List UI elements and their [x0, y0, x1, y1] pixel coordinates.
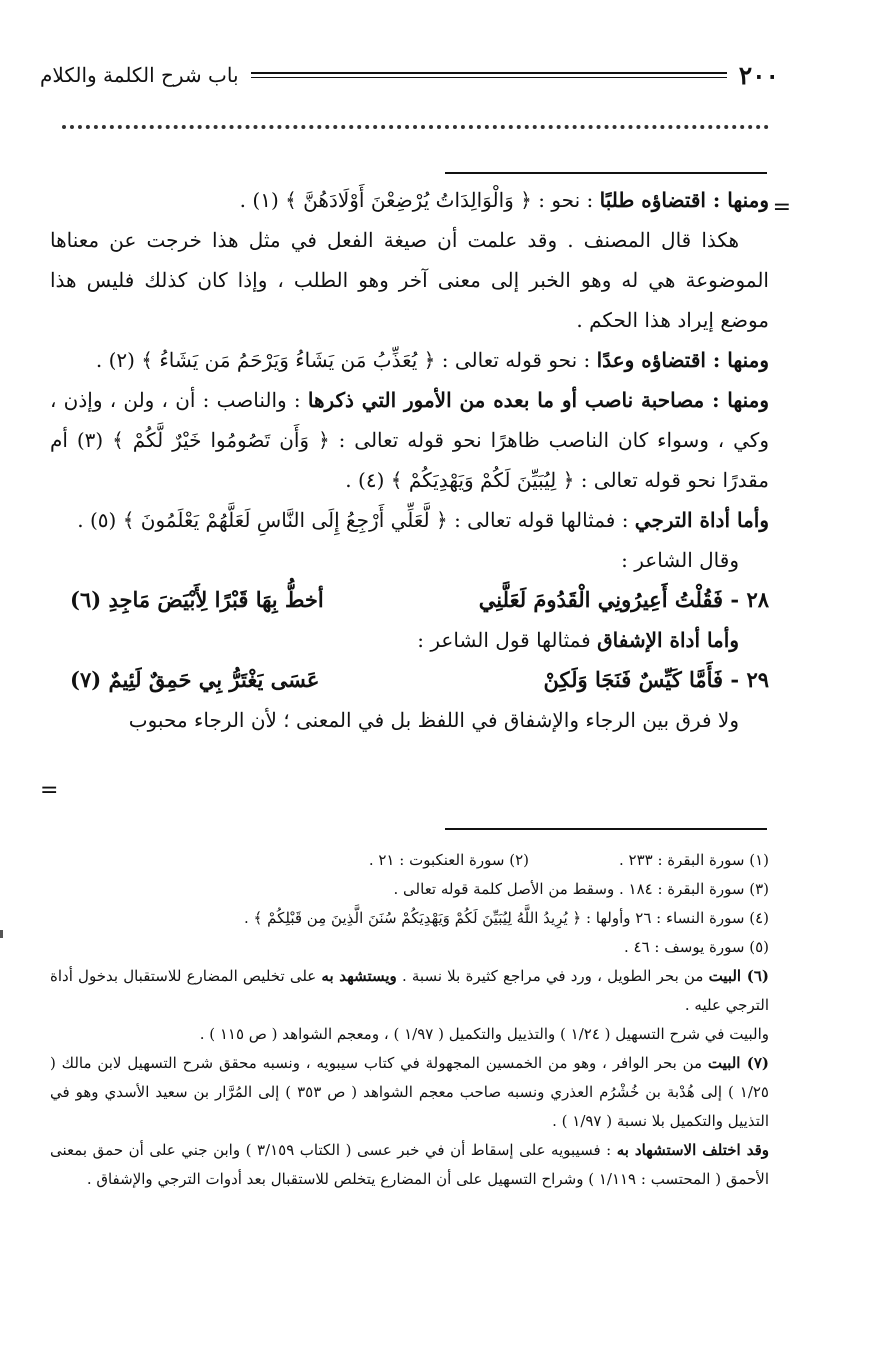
footnote-text: من بحر الطويل ، ورد في مراجع كثيرة بلا نسبة .: [396, 967, 709, 985]
paragraph-label: ومنها : اقتضاؤه وعدًا: [596, 348, 769, 372]
paragraph-promise: [50, 340, 769, 380]
footnote-3: (٣) سورة البقرة : ١٨٤ . وسقط من الأصل كلمة قوله تعالى .: [393, 880, 769, 898]
paragraph-tarajji: [50, 500, 769, 540]
top-rule: [445, 172, 767, 174]
dotted-separator: [62, 125, 769, 129]
continuation-mark-bottom: =: [40, 778, 59, 803]
main-text: [50, 180, 769, 740]
footnote-rule: [445, 828, 767, 830]
paragraph-text: : نحو : ﴿ وَالْوَالِدَاتُ يُرْضِعْنَ أَوْلَادَهُنَّ ﴾ (١) .: [239, 188, 600, 212]
verse-hemistich-first: ٢٨ - فَقُلْتُ أَعِيرُونِي الْقَدُومَ لَعَلَّنِي: [478, 587, 769, 612]
paragraph-text: : نحو قوله تعالى : ﴿ يُعَذِّبُ مَن يَشَاءُ وَيَرْحَمُ مَن يَشَاءُ ﴾ (٢) .: [95, 348, 597, 372]
footnote-label: (٦) البيت: [708, 967, 769, 985]
verse-28: [50, 580, 769, 620]
paragraph-poet: وقال الشاعر :: [621, 548, 739, 572]
verse-29: [50, 660, 769, 700]
footnote-row: [50, 846, 769, 875]
paragraph-nasib: [50, 380, 769, 500]
page-number: ٢٠٠: [738, 60, 779, 90]
paragraph-label: ومنها : مصاحبة ناصب أو ما بعده من الأمور التي ذكرها: [307, 388, 769, 412]
paragraph-difference: ولا فرق بين الرجاء والإشفاق في اللفظ بل في المعنى ؛ لأن الرجاء محبوب: [128, 708, 739, 732]
paragraph-text: فمثالها قول الشاعر :: [417, 628, 598, 652]
paragraph-text: : والناصب : أن ، ولن ، وإذن ، وكي ، وسواء كان الناصب ظاهرًا نحو قوله تعالى : ﴿ وَأَن تَصُومُوا خَيْرٌ لَّكُمْ ﴾ (٣) أم مقدرًا نحو قوله تعالى : ﴿ لِيُبَيِّنَ لَكُمْ وَيَهْدِيَكُمْ ﴾ (٤) .: [50, 388, 769, 492]
footnote-text: على تخليص المضارع للاستقبال بدخول أداة الترجي عليه .: [50, 967, 769, 1014]
footnote-5: (٥) سورة يوسف : ٤٦ .: [623, 938, 769, 956]
footnote-label: وقد اختلف الاستشهاد به: [616, 1141, 769, 1159]
footnote-label: ويستشهد به: [321, 967, 397, 985]
footnotes: [50, 846, 769, 1194]
verse-hemistich-second: أخطُّ بِهَا قَبْرًا لِأَبْيَضَ مَاجِدِ (٦): [70, 587, 324, 612]
paragraph-label: ومنها : اقتضاؤه طلبًا: [599, 188, 769, 212]
running-title: باب شرح الكلمة والكلام: [40, 63, 239, 87]
footnote-2: (٢) سورة العنكبوت : ٢١ .: [368, 851, 529, 869]
footnote-4: (٤) سورة النساء : ٢٦ وأولها : ﴿ يُرِيدُ اللَّهُ لِيُبَيِّنَ لَكُمْ وَيَهْدِيَكُمْ سُنَنَ الَّذِينَ مِن قَبْلِكُمْ ﴾ .: [244, 909, 769, 927]
verse-hemistich-first: ٢٩ - فَأَمَّا كَيِّسٌ فَنَجَا وَلَكِنْ: [543, 667, 769, 692]
continuation-mark-top: =: [772, 195, 791, 220]
paragraph-request: [50, 180, 769, 220]
footnote-label: (٧) البيت: [707, 1054, 769, 1072]
paragraph-ishfaq: [50, 620, 769, 660]
paragraph-label: وأما أداة الإشفاق: [597, 628, 739, 652]
footnote-7-dispute: [50, 1136, 769, 1194]
verse-hemistich-second: عَسَى يَغْتَرُّ بِي حَمِقٌ لَئِيمٌ (٧): [70, 667, 320, 692]
paragraph-label: وأما أداة الترجي: [634, 508, 769, 532]
paragraph-comment: هكذا قال المصنف . وقد علمت أن صيغة الفعل في مثل هذا خرجت عن معناها الموضوعة هي له وهو الخبر إلى معنى آخر وهو الطلب ، وإذا كان كذلك فليس هذا موضع إيراد هذا الحكم .: [50, 228, 769, 332]
margin-mark: [0, 930, 3, 938]
footnote-1: (١) سورة البقرة : ٢٣٣ .: [618, 851, 769, 869]
page-header: [40, 50, 779, 100]
footnote-6-source: والبيت في شرح التسهيل ( ١/٢٤ ) والتذييل والتكميل ( ١/٩٧ ) ، ومعجم الشواهد ( ص ١١٥ ) .: [199, 1025, 769, 1043]
header-rule: [251, 72, 727, 78]
footnote-6: [50, 962, 769, 1020]
footnote-7: [50, 1049, 769, 1136]
footnote-text: من بحر الوافر ، وهو من الخمسين المجهولة في كتاب سيبويه ، ونسبه محقق شرح التسهيل لابن مالك ( ١/٢٥ ) إلى هُدْبة بن خُشْرُم العذري ونسبه صاحب معجم الشواهد ( ص ٣٥٣ ) إلى المُرَّار بن سعيد الأسدي وهو في التذييل والتكميل بلا نسبة ( ١/٩٧ ) .: [50, 1054, 769, 1130]
paragraph-text: : فمثالها قوله تعالى : ﴿ لَّعَلِّي أَرْجِعُ إِلَى النَّاسِ لَعَلَّهُمْ يَعْلَمُونَ ﴾ (٥) .: [77, 508, 635, 532]
footnote-text: : فسيبويه على إسقاط أن في خبر عسى ( الكتاب ٣/١٥٩ ) وابن جني على أن حمق بمعنى الأحمق ( المحتسب : ١/١١٩ ) وشراح التسهيل على أن المضارع يتخلص للاستقبال بعد أدوات الترجي والإشفاق .: [50, 1141, 769, 1188]
